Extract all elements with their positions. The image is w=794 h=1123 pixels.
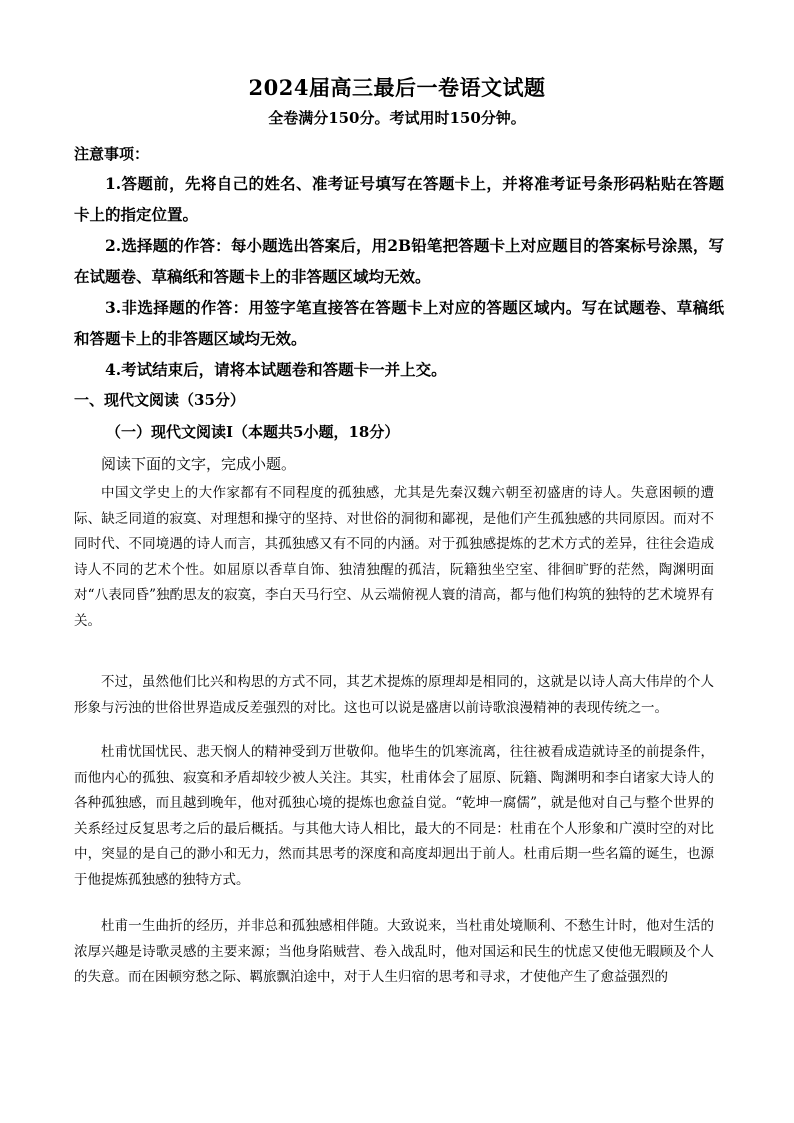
passage-paragraph-3: 杜甫忧国忧民、悲天悯人的精神受到万世敬仰。他毕生的饥寒流离，往往被看成造就诗圣的前提条件，而他内心的孤独、寂寞和矛盾却较少被人关注。其实，杜甫体会了屈原、阮籍、陶渊明和李白诸家大诗人的各种孤独感，而且越到晚年，他对孤独心境的提炼也愈益自觉。“乾坤一腐儒”，就是他对自己与整个世界的关系经过反复思考之后的最后概括。与其他大诗人相比，最大的不同是：杜甫在个人形象和广漠时空的对比中，突显的是自己的渺小和无力，然而其思考的深度和高度却迥出于前人。杜甫后期一些名篇的诞生，也源于他提炼孤独感的独特方式。	[74, 744, 714, 888]
page-title: 2024届高三最后一卷语文试题	[248, 75, 546, 100]
subsection-heading: （一）现代文阅读Ⅰ（本题共5小题，18分）	[106, 423, 400, 441]
exam-info: 全卷满分150分。考试用时150分钟。	[268, 109, 526, 127]
notice-item-4: 4.考试结束后，请将本试题卷和答题卡一并上交。	[105, 360, 447, 379]
notice-item-2: 2.选择题的作答：每小题选出答案后，用2B铅笔把答题卡上对应题目的答案标号涂黑，写在试题卷、草稿纸和答题卡上的非答题区域均无效。	[74, 236, 724, 286]
reading-instruction: 阅读下面的文字，完成小题。	[101, 455, 297, 473]
passage-paragraph-2: 不过，虽然他们比兴和构思的方式不同，其艺术提炼的原理却是相同的，这就是以诗人高大伟岸的个人形象与污浊的世俗世界造成反差强烈的对比。这也可以说是盛唐以前诗歌浪漫精神的表现传统之一。	[74, 674, 714, 716]
notice-heading: 注意事项：	[74, 145, 150, 163]
passage-paragraph-4: 杜甫一生曲折的经历，并非总和孤独感相伴随。大致说来，当杜甫处境顺利、不愁生计时，他对生活的浓厚兴趣是诗歌灵感的主要来源；当他身陷贼营、卷入战乱时，他对国运和民生的忧虑又使他无暇顾及个人的失意。而在困顿穷愁之际、羁旅飘泊途中，对于人生归宿的思考和寻求，才使他产生了愈益强烈的	[74, 918, 714, 985]
notice-item-1: 1.答题前，先将自己的姓名、准考证号填写在答题卡上，并将准考证号条形码粘贴在答题卡上的指定位置。	[74, 174, 724, 224]
section-heading: 一、现代文阅读（35分）	[74, 391, 245, 409]
passage-paragraph-1: 中国文学史上的大作家都有不同程度的孤独感，尤其是先秦汉魏六朝至初盛唐的诗人。失意困顿的遭际、缺乏同道的寂寞、对理想和操守的坚持、对世俗的洞彻和鄙视，是他们产生孤独感的共同原因。而对不同时代、不同境遇的诗人而言，其孤独感又有不同的内涵。对于孤独感提炼的艺术方式的差异，往往会造成诗人不同的艺术个性。如屈原以香草自饰、独清独醒的孤洁，阮籍独坐空室、徘徊旷野的茫然，陶渊明面对“八表同昏”独酌思友的寂寞，李白天马行空、从云端俯视人寰的清高，都与他们构筑的独特的艺术境界有关。	[74, 485, 714, 629]
notice-item-3: 3.非选择题的作答：用签字笔直接答在答题卡上对应的答题区域内。写在试题卷、草稿纸和答题卡上的非答题区域均无效。	[74, 298, 724, 348]
